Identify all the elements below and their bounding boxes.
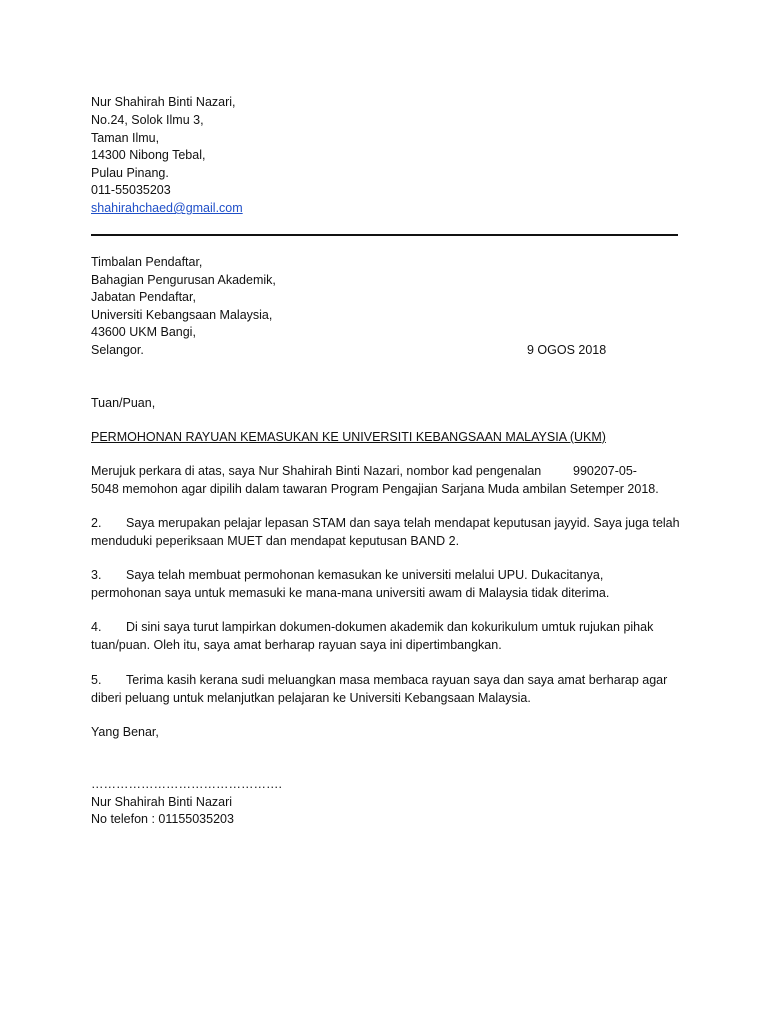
signature-phone: No telefon : 01155035203 bbox=[91, 812, 234, 826]
paragraph-3-line-2: permohonan saya untuk memasuki ke mana-mana universiti awam di Malaysia tidak diterima. bbox=[91, 586, 610, 600]
signature-line: ………………………………………. bbox=[91, 777, 282, 791]
paragraph-number: 2. bbox=[91, 516, 102, 530]
paragraph-3-line-1 bbox=[91, 566, 603, 584]
paragraph-text: Terima kasih kerana sudi meluangkan masa membaca rayuan saya dan saya amat berharap agar bbox=[126, 673, 668, 687]
sender-address-line: Pulau Pinang. bbox=[91, 166, 169, 180]
paragraph-2-line-1 bbox=[91, 514, 680, 532]
recipient-line: Timbalan Pendaftar, bbox=[91, 255, 203, 269]
recipient-line: Universiti Kebangsaan Malaysia, bbox=[91, 308, 273, 322]
sender-address-line: 14300 Nibong Tebal, bbox=[91, 148, 206, 162]
header-divider bbox=[91, 234, 678, 236]
sender-address-line: Taman Ilmu, bbox=[91, 131, 160, 145]
paragraph-text: Saya merupakan pelajar lepasan STAM dan saya telah mendapat keputusan jayyid. Saya juga telah bbox=[126, 516, 680, 530]
letter-date: 9 OGOS 2018 bbox=[527, 343, 607, 357]
paragraph-number: 3. bbox=[91, 568, 102, 582]
salutation: Tuan/Puan, bbox=[91, 396, 156, 410]
closing: Yang Benar, bbox=[91, 725, 159, 739]
recipient-line: Jabatan Pendaftar, bbox=[91, 290, 196, 304]
paragraph-number: 5. bbox=[91, 673, 102, 687]
paragraph-5-line-2: diberi peluang untuk melanjutkan pelajaran ke Universiti Kebangsaan Malaysia. bbox=[91, 691, 531, 705]
recipient-line: Selangor. bbox=[91, 343, 144, 357]
recipient-line: 43600 UKM Bangi, bbox=[91, 325, 196, 339]
sender-phone: 011-55035203 bbox=[91, 183, 171, 197]
signature-name: Nur Shahirah Binti Nazari bbox=[91, 795, 233, 809]
ic-number-part: 990207-05- bbox=[573, 464, 637, 478]
sender-email-link[interactable]: shahirahchaed@gmail.com bbox=[91, 201, 243, 215]
paragraph-1-line-1: Merujuk perkara di atas, saya Nur Shahirah Binti Nazari, nombor kad pengenalan bbox=[91, 464, 542, 478]
paragraph-text: Di sini saya turut lampirkan dokumen-dokumen akademik dan kokurikulum umtuk rujukan pihak bbox=[126, 620, 654, 634]
recipient-line: Bahagian Pengurusan Akademik, bbox=[91, 273, 276, 287]
sender-name: Nur Shahirah Binti Nazari, bbox=[91, 95, 236, 109]
letter-subject: PERMOHONAN RAYUAN KEMASUKAN KE UNIVERSITI KEBANGSAAN MALAYSIA (UKM) bbox=[91, 430, 606, 444]
paragraph-number: 4. bbox=[91, 620, 102, 634]
paragraph-2-line-2: menduduki peperiksaan MUET dan mendapat keputusan BAND 2. bbox=[91, 534, 460, 548]
paragraph-1-line-2: 5048 memohon agar dipilih dalam tawaran Program Pengajian Sarjana Muda ambilan Setemper 2018. bbox=[91, 482, 659, 496]
sender-address-line: No.24, Solok Ilmu 3, bbox=[91, 113, 204, 127]
paragraph-text: Saya telah membuat permohonan kemasukan ke universiti melalui UPU. Dukacitanya, bbox=[126, 568, 604, 582]
paragraph-5-line-1 bbox=[91, 671, 667, 689]
paragraph-4-line-1 bbox=[91, 618, 653, 636]
paragraph-4-line-2: tuan/puan. Oleh itu, saya amat berharap rayuan saya ini dipertimbangkan. bbox=[91, 638, 502, 652]
